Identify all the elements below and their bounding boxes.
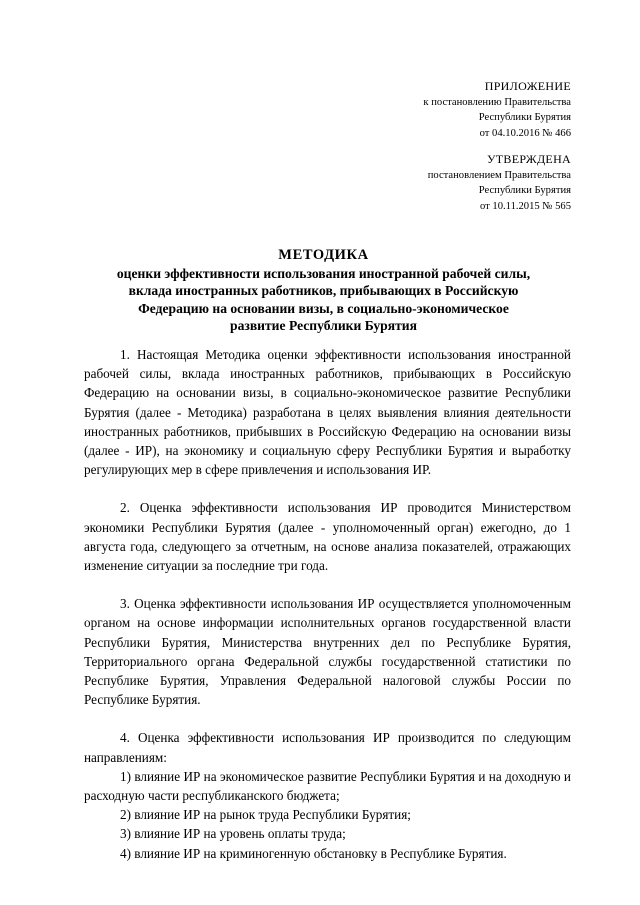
document-subtitle-line: оценки эффективности использования иностранной рабочей силы, xyxy=(116,265,531,281)
appendix-line-3: от 04.10.2016 № 466 xyxy=(479,127,571,139)
paragraph-3: 3. Оценка эффективности использования ИР осуществляется уполномоченным органом на основе информации исполнительных органов государственной власти Республики Бурятия, Министерства внутренних дел по Республике Бурятия, Территориального органа Федеральной службы государственной статистики по Республике Бурятия, Управления Федеральной налоговой службы России по Республике Бурятия. xyxy=(84,596,571,708)
paragraph-4: 4. Оценка эффективности использования ИР производится по следующим направлениям: xyxy=(84,730,571,765)
document-title: МЕТОДИКА xyxy=(278,247,369,263)
approved-line-1: постановлением Правительства xyxy=(427,169,571,181)
document-subtitle-line: вклада иностранных работников, прибывающих в Российскую xyxy=(128,283,519,299)
appendix-line-2: Республики Бурятия xyxy=(478,112,571,123)
approved-title: УТВЕРЖДЕНА xyxy=(486,152,571,166)
document-subtitle-line: развитие Республики Бурятия xyxy=(230,318,417,334)
appendix-title: ПРИЛОЖЕНИЕ xyxy=(484,79,571,93)
direction-item-1: 1) влияние ИР на экономическое развитие Республики Бурятия и на доходную и расходную части республиканского бюджета; xyxy=(84,768,571,804)
approved-header xyxy=(428,152,571,214)
approved-line-2: Республики Бурятия xyxy=(478,185,571,196)
direction-item-3: 3) влияние ИР на уровень оплаты труда; xyxy=(120,826,346,842)
appendix-header xyxy=(423,79,571,141)
approved-line-3: от 10.11.2015 № 565 xyxy=(479,200,571,212)
document-title-block xyxy=(80,247,567,335)
paragraph-1: 1. Настоящая Методика оценки эффективности использования иностранной рабочей силы, вклада иностранных работников, прибывающих в Российскую Федерацию на основании визы, в социально-экономическое развитие Республики Бурятия (далее - Методика) разработана в целях выявления влияния деятельности иностранных работников, прибывших в Российскую Федерацию на основании визы (далее - ИР), на экономику и социальную сферу Республики Бурятия и выработку регулирующих мер в сфере привлечения и использования ИР. xyxy=(84,347,571,478)
appendix-line-1: к постановлению Правительства xyxy=(423,96,571,108)
paragraph-2: 2. Оценка эффективности использования ИР проводится Министерством экономики Республики Бурятия (далее - уполномоченный орган) ежегодно, до 1 августа года, следующего за отчетным, на основе анализа показателей, отражающих изменение ситуации за последние три года. xyxy=(84,500,571,574)
document-body xyxy=(84,345,571,863)
document-subtitle-line: Федерацию на основании визы, в социально-экономическое xyxy=(138,300,509,316)
direction-item-2: 2) влияние ИР на рынок труда Республики Бурятия; xyxy=(120,807,411,823)
direction-item-4: 4) влияние ИР на криминогенную обстановку в Республике Бурятия. xyxy=(120,845,507,861)
